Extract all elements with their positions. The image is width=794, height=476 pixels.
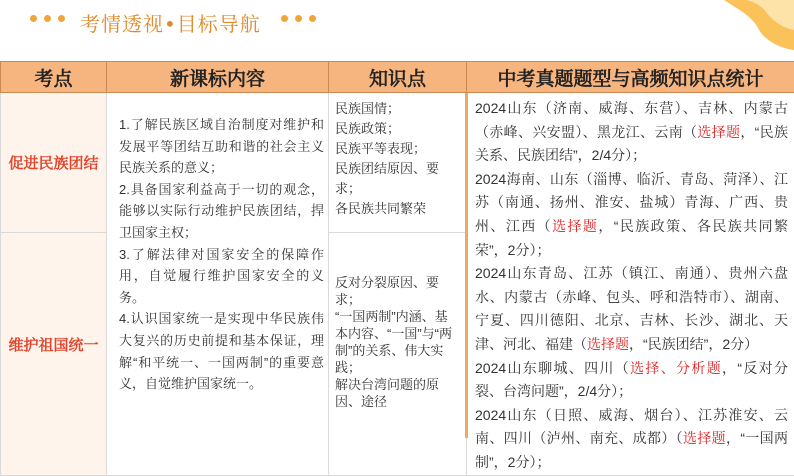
- knowledge-item: 各民族共同繁荣: [335, 199, 460, 219]
- knowledge-item: 民族团结原因、要求；: [335, 159, 460, 199]
- exam-entry-text: 2024山东聊城、四川（: [475, 360, 630, 376]
- col-header-knowledge: 知识点: [329, 62, 467, 93]
- question-type-highlight: 选择题: [587, 336, 629, 352]
- knowledge-item: 民族政策；: [335, 119, 460, 139]
- knowledge-cell-unity: [329, 93, 467, 233]
- column-divider-accent: [465, 93, 468, 438]
- curriculum-item: 1.了解民族区域自治制度对维护和发展平等团结互助和谐的社会主义民族关系的意义；: [119, 114, 324, 179]
- section-title: 考情透视•目标导航: [80, 8, 261, 37]
- exam-entry-text: 2024山东（日照、威海、烟台）、江苏淮安、云南、四川（泸州、南充、成都）（: [475, 407, 788, 447]
- col-header-kaodian: 考点: [1, 62, 107, 93]
- dot-icon: [295, 15, 302, 22]
- dot-icon: [281, 15, 288, 22]
- exam-entry-text: ，“民族政策、各民族共同繁荣”，2分）；: [475, 218, 788, 258]
- dot-icon: [58, 15, 65, 22]
- table-header-row: [1, 62, 794, 93]
- knowledge-item: 民族国情；: [335, 99, 460, 119]
- decorative-dots-left: [30, 15, 65, 22]
- knowledge-item: 民族平等表现；: [335, 139, 460, 159]
- col-header-exam-stats: 中考真题题型与高频知识点统计: [467, 62, 794, 93]
- corner-wave-decoration: [724, 0, 794, 50]
- curriculum-item: 3.了解法律对国家安全的保障作用，自觉履行维护国家安全的义务。: [119, 244, 324, 309]
- category-label: 维护祖国统一: [8, 337, 98, 354]
- knowledge-item: 解决台湾问题的原因、途径: [335, 376, 460, 410]
- category-cell-reunification: [1, 233, 107, 475]
- exam-entry-text: ，“民族团结”，2分）: [629, 336, 758, 352]
- decorative-dots-right: [281, 15, 316, 22]
- question-type-highlight: 选择、分析题: [630, 360, 722, 376]
- exam-entry-text: 2024山东青岛、江苏（镇江、南通）、贵州六盘水、内蒙古（赤峰、包头、呼和浩特市）、湖南、宁夏、四川德阳、北京、吉林、长沙、湖北、天津、河北、福建（: [475, 265, 788, 352]
- question-type-highlight: 选择题: [683, 430, 726, 446]
- exam-entry-text: 2024山东（济南、威海、东营）、吉林、内蒙古（赤峰、兴安盟）、黑龙江、云南（: [475, 100, 788, 140]
- exam-stats-cell: [467, 93, 794, 476]
- category-label: 促进民族团结: [8, 155, 98, 172]
- question-type-highlight: 选择题: [697, 124, 740, 140]
- dot-icon: [309, 15, 316, 22]
- exam-entry-text: ，“民族关系、民族团结”，2/4分）；: [475, 124, 788, 164]
- table-row: [1, 93, 794, 233]
- knowledge-item: “一国两制”内涵、基本内容、“一国”与“两制”的关系、伟大实践；: [335, 308, 460, 376]
- dot-icon: [30, 15, 37, 22]
- exam-entry-text: ，“一国两制”，2分）；: [475, 430, 788, 470]
- dot-icon: [44, 15, 51, 22]
- curriculum-cell: [107, 93, 329, 476]
- curriculum-item: 4.认识国家统一是实现中华民族伟大复兴的历史前提和基本保证，理解“和平统一、一国两制”的重要意义，自觉维护国家统一。: [119, 308, 324, 394]
- exam-entry-text: 2024海南、山东（淄博、临沂、青岛、菏泽）、江苏（南通、扬州、淮安、盐城）青海、广西、贵州、江西（: [475, 171, 788, 234]
- knowledge-item: 反对分裂原因、要求；: [335, 274, 460, 308]
- curriculum-item: 2.具备国家利益高于一切的观念，能够以实际行动维护民族团结，捍卫国家主权；: [119, 179, 324, 244]
- question-type-highlight: 选择题: [552, 218, 598, 234]
- section-header: [0, 0, 794, 50]
- category-cell-unity: [1, 93, 107, 233]
- exam-entry-text: ，“反对分裂、台湾问题”，2/4分）；: [475, 360, 788, 400]
- exam-overview-table: [0, 61, 794, 476]
- knowledge-cell-reunification: [329, 233, 467, 475]
- col-header-curriculum: 新课标内容: [107, 62, 329, 93]
